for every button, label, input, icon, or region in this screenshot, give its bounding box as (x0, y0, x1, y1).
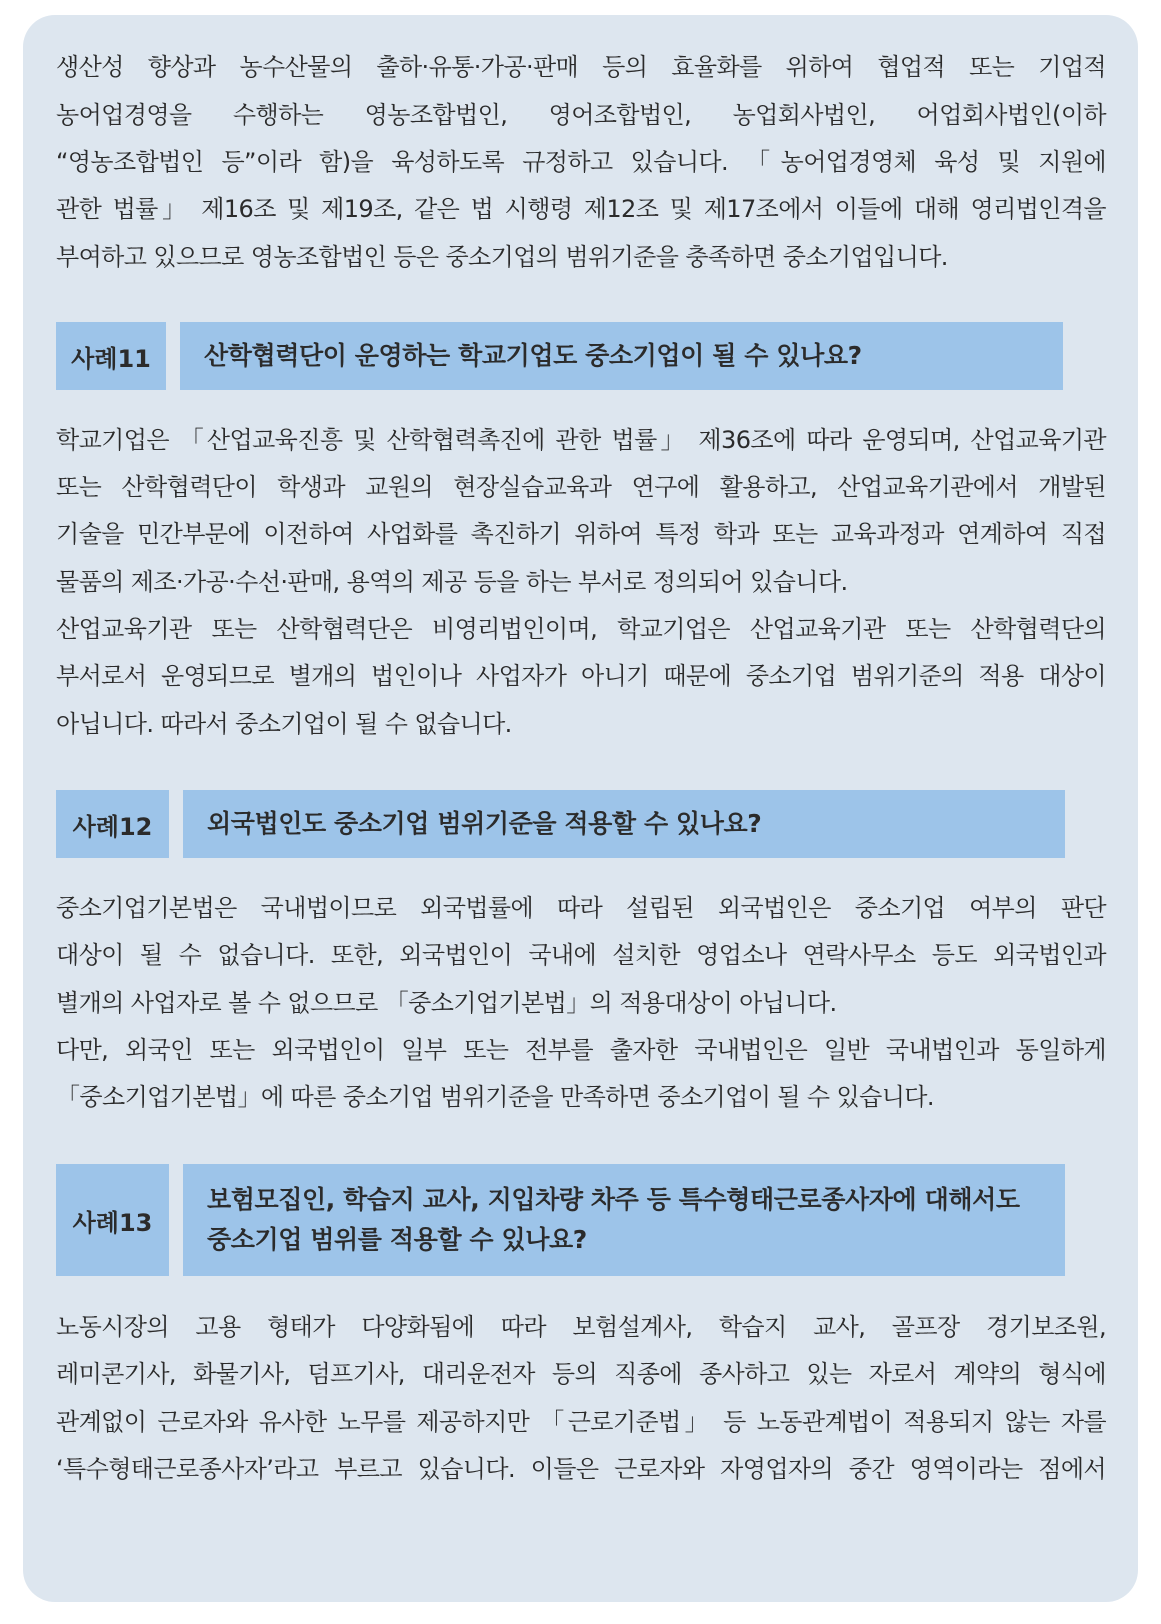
intro-line-2: 농어업경영을 수행하는 영농조합법인, 영어조합법인, 농업회사법인, 어업회사법인(이하 (56, 101, 1106, 129)
case11-question: 산학협력단이 운영하는 학교기업도 중소기업이 될 수 있나요? (204, 341, 862, 370)
case13-question-header (183, 1164, 1065, 1276)
case11-answer-line-4: 물품의 제조·가공·수선·판매, 용역의 제공 등을 하는 부서로 정의되어 있습니다. (56, 568, 848, 596)
case12-answer-line-2: 대상이 될 수 없습니다. 또한, 외국법인이 국내에 설치한 영업소나 연락사무소 등도 외국법인과 (56, 941, 1106, 969)
case11-answer-line-3: 기술을 민간부문에 이전하여 사업화를 촉진하기 위하여 특정 학과 또는 교육과정과 연계하여 직접 (56, 520, 1106, 548)
case11-question-header (180, 322, 1063, 390)
case12-label: 사례12 (56, 790, 169, 858)
case12-question: 외국법인도 중소기업 범위기준을 적용할 수 있나요? (207, 809, 762, 838)
case13-question-line-1: 보험모집인, 학습지 교사, 지입차량 차주 등 특수형태근로종사자에 대해서도 (207, 1185, 1020, 1214)
case12-answer-line-1: 중소기업기본법은 국내법이므로 외국법률에 따라 설립된 외국법인은 중소기업 여부의 판단 (56, 894, 1106, 922)
case12-answer-line-4: 다만, 외국인 또는 외국법인이 일부 또는 전부를 출자한 국내법인은 일반 국내법인과 동일하게 (56, 1036, 1106, 1064)
case11-answer-line-1: 학교기업은 「산업교육진흥 및 산학협력촉진에 관한 법률」 제36조에 따라 운영되며, 산업교육기관 (56, 426, 1106, 454)
case12-answer-line-5: 「중소기업기본법」에 따른 중소기업 범위기준을 만족하면 중소기업이 될 수 있습니다. (56, 1083, 934, 1111)
intro-line-5: 부여하고 있으므로 영농조합법인 등은 중소기업의 범위기준을 충족하면 중소기업입니다. (56, 243, 948, 271)
case11-answer-line-5: 산업교육기관 또는 산학협력단은 비영리법인이며, 학교기업은 산업교육기관 또는 산학협력단의 (56, 615, 1106, 643)
case13-question-line-2: 중소기업 범위를 적용할 수 있나요? (207, 1225, 587, 1254)
intro-line-1: 생산성 향상과 농수산물의 출하·유통·가공·판매 등의 효율화를 위하여 협업적 또는 기업적 (56, 53, 1106, 81)
case12-answer-line-3: 별개의 사업자로 볼 수 없으므로 「중소기업기본법」의 적용대상이 아닙니다. (56, 989, 837, 1017)
case11-label: 사례11 (56, 322, 166, 390)
case13-answer-line-3: 관계없이 근로자와 유사한 노무를 제공하지만 「근로기준법」 등 노동관계법이 적용되지 않는 자를 (56, 1408, 1106, 1436)
case13-answer-line-4: ‘특수형태근로종사자’라고 부르고 있습니다. 이들은 근로자와 자영업자의 중간 영역이라는 점에서 (56, 1455, 1106, 1483)
case11-answer-line-2: 또는 산학협력단이 학생과 교원의 현장실습교육과 연구에 활용하고, 산업교육기관에서 개발된 (56, 473, 1106, 501)
intro-line-4: 관한 법률」 제16조 및 제19조, 같은 법 시행령 제12조 및 제17조에서 이들에 대해 영리법인격을 (56, 195, 1106, 223)
case11-answer-line-7: 아닙니다. 따라서 중소기업이 될 수 없습니다. (56, 710, 512, 738)
case12-question-header (183, 790, 1065, 858)
intro-line-3: “영농조합법인 등”이라 함)을 육성하도록 규정하고 있습니다. 「농어업경영체 육성 및 지원에 (56, 148, 1106, 176)
case13-answer-line-2: 레미콘기사, 화물기사, 덤프기사, 대리운전자 등의 직종에 종사하고 있는 자로서 계약의 형식에 (56, 1360, 1106, 1388)
case11-answer-line-6: 부서로서 운영되므로 별개의 법인이나 사업자가 아니기 때문에 중소기업 범위기준의 적용 대상이 (56, 662, 1106, 690)
case13-label: 사례13 (56, 1164, 169, 1276)
case13-answer-line-1: 노동시장의 고용 형태가 다양화됨에 따라 보험설계사, 학습지 교사, 골프장 경기보조원, (56, 1313, 1106, 1341)
